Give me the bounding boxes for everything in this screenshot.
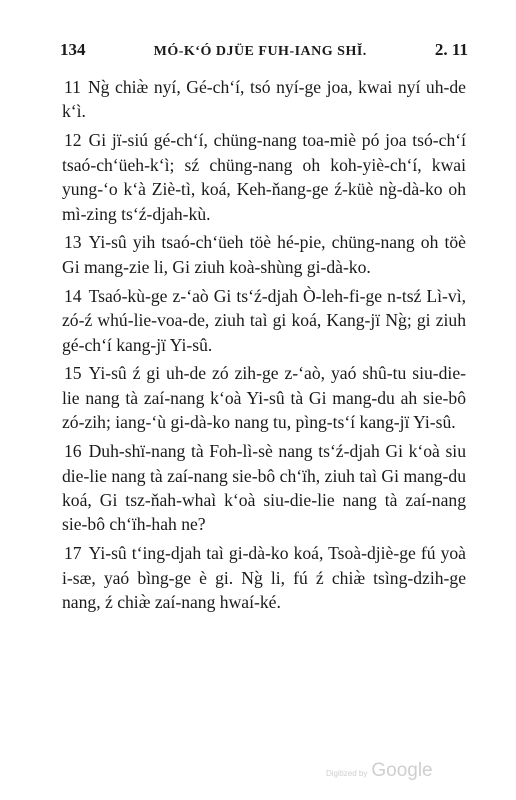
- verse-text: Ng̀ chiæ̀ nyí, Gé-ch‘í, tsó nyí-ge joa, kwai nyí uh-de k‘ì.: [62, 77, 466, 122]
- digitized-by-google-watermark: [326, 760, 433, 782]
- digitized-by-label: Digitized by: [326, 769, 368, 778]
- body-text: [62, 75, 466, 619]
- verse-number: 13: [64, 232, 82, 253]
- chapter-verse-reference: 2. 11: [434, 40, 468, 59]
- verse-number: 17: [64, 543, 82, 564]
- verse-number: 15: [64, 363, 82, 384]
- verse-text: Duh-shï-nang tà Foh-lì-sè nang ts‘ź-djah Gi k‘oà siu die-lie nang tà zaí-nang sie-bô ch‘ïh, ziuh taì Gi mang-du koá, Gi tsz-ňah-whaì k‘oà siu-die-lie nang tà zaí-nang sie-bô ch‘ïh-hah ne?: [62, 441, 466, 535]
- verse-14: [62, 284, 466, 357]
- google-logo: Google: [371, 760, 433, 781]
- verse-13: [62, 230, 466, 279]
- verse-number: 12: [64, 130, 82, 151]
- verse-number: 14: [64, 285, 82, 306]
- verse-15: [62, 361, 466, 434]
- page-number: 134: [60, 40, 86, 59]
- verse-text: Yi-sû ź gi uh-de zó zih-ge z-‘aò, yaó shû-tu siu-die-lie nang tà zaí-nang k‘oà Yi-sû tà Gi mang-du ah sie-bô zó-zih; iang-‘ù gi-dà-ko nang tu, pìng-ts‘í kang-jï Yi-sû.: [62, 363, 466, 433]
- verse-number: 11: [64, 77, 81, 97]
- running-title: MÓ-K‘Ó DJÜE FUH-IANG SHĬ.: [153, 44, 367, 59]
- verse-text: Yi-sû yih tsaó-ch‘üeh töè hé-pie, chüng-nang oh töè Gi mang-zie li, Gi ziuh koà-shùng gi-dà-ko.: [62, 232, 466, 277]
- page-header: [60, 40, 468, 60]
- verse-text: Tsaó-kù-ge z-‘aò Gi ts‘ź-djah Ò-leh-fi-ge n-tsź Lì-vì, zó-ź whú-lie-voa-de, ziuh taì gi koá, Kang-jï Ng̀; gi ziuh gé-ch‘í kang-jï Yi-sû.: [62, 285, 466, 355]
- verse-number: 16: [64, 441, 82, 462]
- verse-text: Yi-sû t‘ing-djah taì gi-dà-ko koá, Tsoà-djiè-ge fú yoà i-sæ, yaó bìng-ge è gi. Ng̀ li, fú ź chiæ̀ tsìng-dzih-ge nang, ź chiæ̀ zaí-nang hwaí-ké.: [62, 543, 466, 613]
- verse-11: [62, 75, 466, 124]
- verse-17: [62, 541, 466, 614]
- verse-16: [62, 439, 466, 537]
- verse-text: Gi jï-siú gé-ch‘í, chüng-nang toa-miè pó joa tsó-ch‘í tsaó-ch‘üeh-k‘ì; sź chüng-nang oh koh-yiè-ch‘í, kwai yung-‘o k‘à Ziè-tì, koá, Keh-ňang-ge ź-küè ng̀-dà-ko oh mì-zing ts‘ź-djah-kù.: [62, 130, 466, 224]
- verse-12: [62, 128, 466, 226]
